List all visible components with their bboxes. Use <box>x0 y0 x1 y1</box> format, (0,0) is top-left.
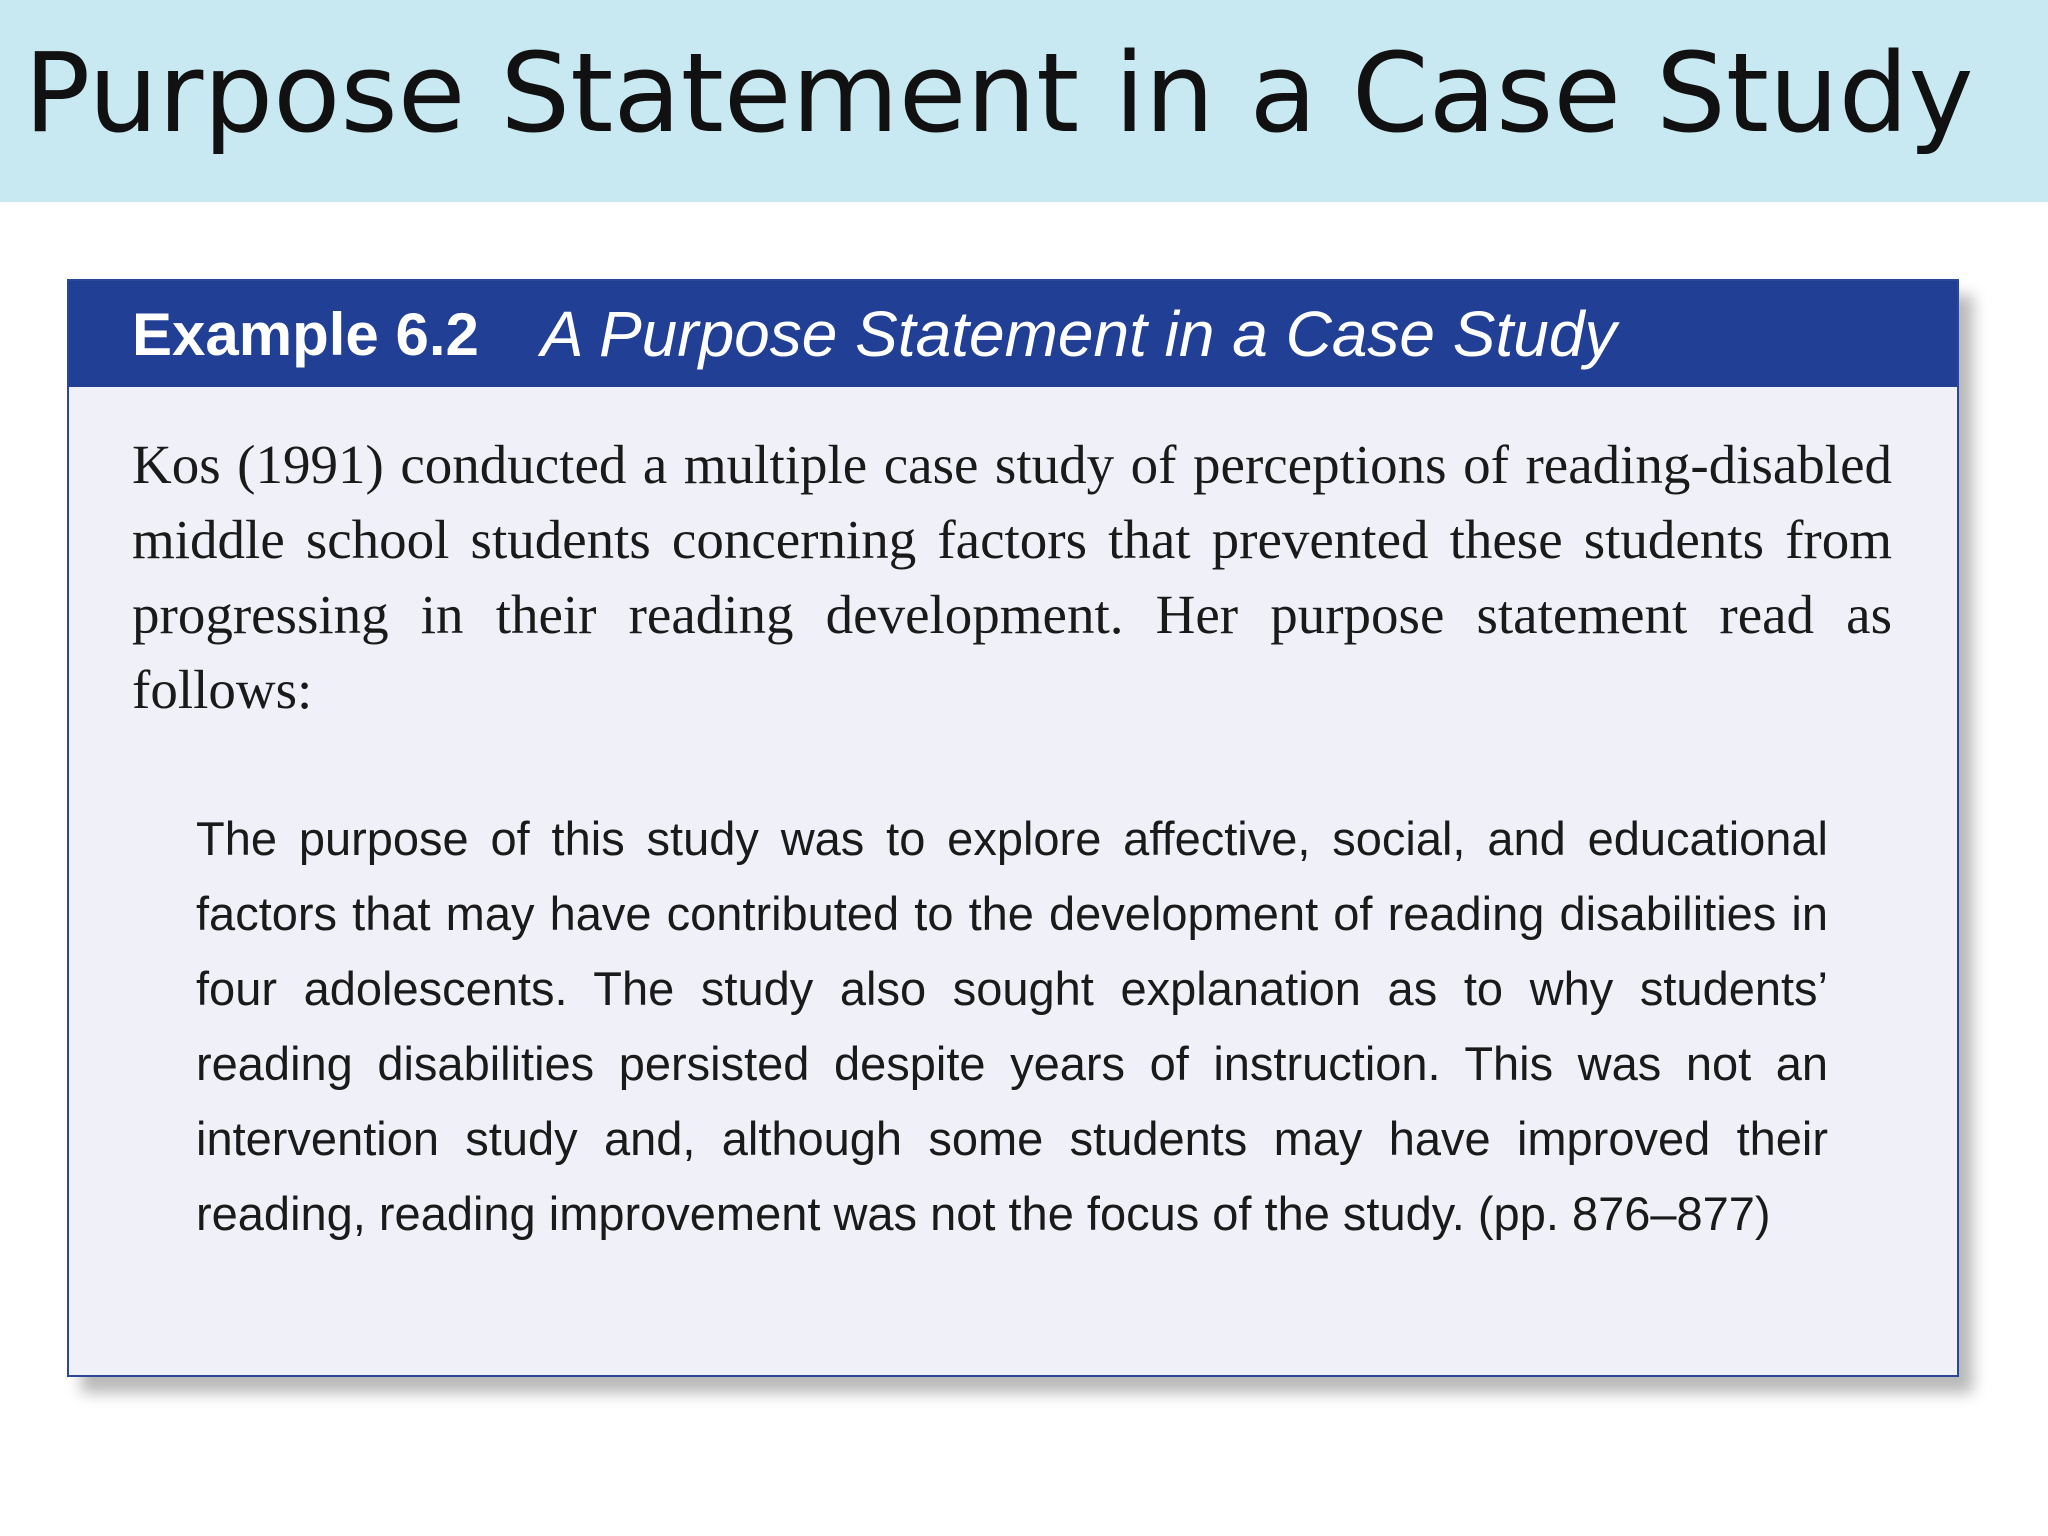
intro-paragraph: Kos (1991) conducted a multiple case study of perceptions of reading-disabled middle school students concerning factors that prevented these students from progressing in their reading development. Her purpose statement read as follows: <box>132 434 1892 720</box>
quoted-purpose-statement: The purpose of this study was to explore affective, social, and educational factors that may have contributed to the development of reading disabilities in four adolescents. The study also sought explanation as to why students’ reading disabilities persisted despite years of instruction. This was not an intervention study and, although some students may have improved their reading, reading improvement was not the focus of the study. (pp. 876–877) <box>196 812 1828 1240</box>
example-label: Example 6.2 <box>132 300 479 368</box>
slide-title: Purpose Statement in a Case Study <box>24 29 1974 157</box>
example-box <box>67 279 1959 1377</box>
example-heading: A Purpose Statement in a Case Study <box>540 298 1617 370</box>
title-band <box>0 0 2048 202</box>
example-header <box>69 281 1957 387</box>
